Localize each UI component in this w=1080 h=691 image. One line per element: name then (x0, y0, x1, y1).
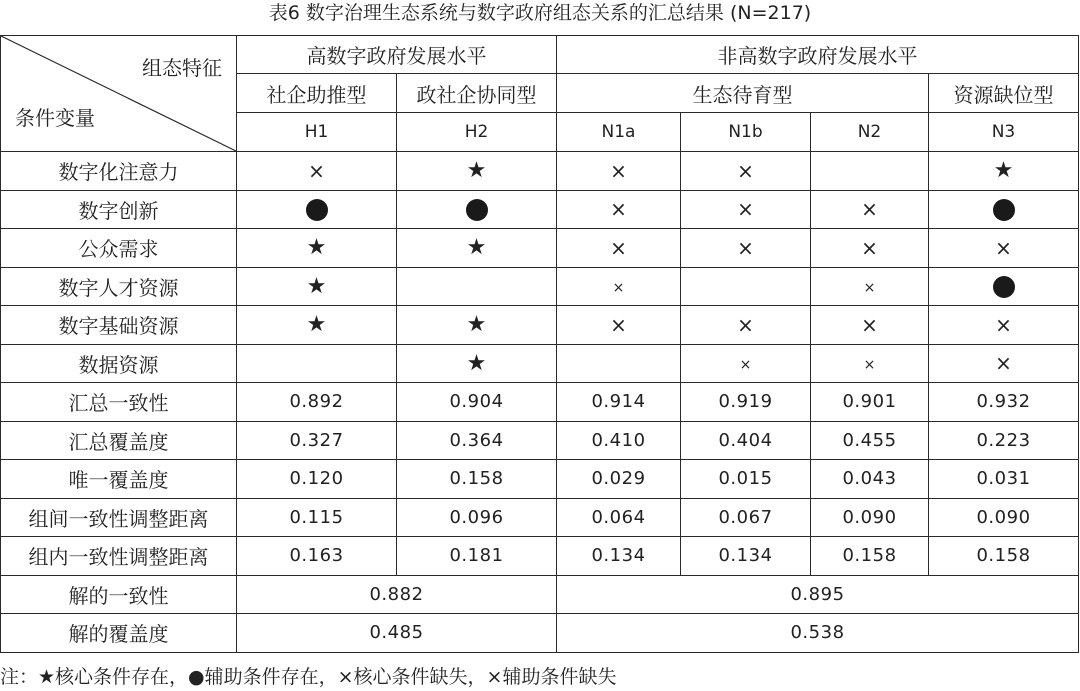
core-absent-cross-icon: × (610, 235, 627, 260)
config-code-header: H1 (237, 113, 397, 152)
aux-absent-cross-icon: × (739, 357, 752, 374)
condition-cell (811, 344, 929, 383)
statistic-value: 0.223 (929, 421, 1079, 460)
condition-cell (681, 190, 811, 229)
condition-row (1, 229, 1079, 268)
statistic-value: 0.134 (557, 537, 681, 576)
statistic-value: 0.115 (237, 498, 397, 537)
table-caption: 表6 数字治理生态系统与数字政府组态关系的汇总结果 (N=217) (268, 2, 812, 24)
condition-cell (681, 344, 811, 383)
statistic-value: 0.455 (811, 421, 929, 460)
condition-cell (237, 190, 397, 229)
statistic-value: 0.327 (237, 421, 397, 460)
solution-row (1, 575, 1079, 614)
statistic-value: 0.892 (237, 383, 397, 422)
condition-cell (929, 344, 1079, 383)
core-absent-cross-icon: × (861, 235, 878, 260)
statistic-value: 0.031 (929, 460, 1079, 499)
condition-row (1, 344, 1079, 383)
condition-cell (929, 306, 1079, 345)
condition-cell (397, 152, 557, 191)
core-absent-cross-icon: × (610, 312, 627, 337)
statistic-value: 0.134 (681, 537, 811, 576)
core-absent-cross-icon: × (737, 235, 754, 260)
condition-row (1, 190, 1079, 229)
solution-value-nonhigh: 0.895 (557, 575, 1079, 614)
row-label: 组间一致性调整距离 (1, 498, 237, 537)
statistic-value: 0.067 (681, 498, 811, 537)
core-absent-cross-icon: × (995, 235, 1012, 260)
condition-cell (811, 229, 929, 268)
config-code-header: N1a (557, 113, 681, 152)
condition-cell (929, 267, 1079, 306)
statistic-value: 0.410 (557, 421, 681, 460)
type-header: 资源缺位型 (929, 74, 1079, 113)
condition-cell (557, 306, 681, 345)
corner-label-configuration: 组态特征 (142, 56, 222, 80)
statistic-value: 0.404 (681, 421, 811, 460)
table-footnote: 注：★核心条件存在，●辅助条件存在，×核心条件缺失，×辅助条件缺失 (0, 666, 617, 688)
row-label: 数字基础资源 (1, 306, 237, 345)
condition-cell (397, 306, 557, 345)
aux-present-circle-icon (993, 276, 1015, 298)
statistic-value: 0.090 (929, 498, 1079, 537)
aux-present-circle-icon (306, 199, 328, 221)
condition-cell (397, 344, 557, 383)
aux-absent-cross-icon: × (863, 357, 876, 374)
condition-cell (811, 190, 929, 229)
row-label: 汇总一致性 (1, 383, 237, 422)
statistic-value: 0.015 (681, 460, 811, 499)
statistic-row (1, 383, 1079, 422)
solution-row (1, 614, 1079, 653)
condition-cell (237, 229, 397, 268)
statistic-value: 0.064 (557, 498, 681, 537)
condition-cell (397, 267, 557, 306)
statistic-value: 0.914 (557, 383, 681, 422)
statistic-value: 0.932 (929, 383, 1079, 422)
statistic-row (1, 537, 1079, 576)
statistic-value: 0.096 (397, 498, 557, 537)
statistic-value: 0.919 (681, 383, 811, 422)
core-absent-cross-icon: × (861, 312, 878, 337)
core-present-star-icon: ★ (466, 235, 487, 261)
corner-label-conditions: 条件变量 (15, 106, 95, 130)
row-label: 解的覆盖度 (1, 614, 237, 653)
condition-cell (681, 152, 811, 191)
statistic-value: 0.904 (397, 383, 557, 422)
condition-cell (681, 267, 811, 306)
condition-cell (237, 267, 397, 306)
statistic-value: 0.181 (397, 537, 557, 576)
statistic-value: 0.090 (811, 498, 929, 537)
core-absent-cross-icon: × (308, 158, 325, 183)
condition-cell (557, 190, 681, 229)
configuration-table (0, 35, 1079, 653)
statistic-row (1, 498, 1079, 537)
solution-value-nonhigh: 0.538 (557, 614, 1079, 653)
condition-row (1, 306, 1079, 345)
type-header: 生态待育型 (557, 74, 929, 113)
row-label: 公众需求 (1, 229, 237, 268)
condition-cell (811, 152, 929, 191)
row-label: 数字人才资源 (1, 267, 237, 306)
core-present-star-icon: ★ (306, 273, 327, 299)
solution-value-high: 0.485 (237, 614, 557, 653)
row-label: 汇总覆盖度 (1, 421, 237, 460)
row-label: 解的一致性 (1, 575, 237, 614)
statistic-value: 0.158 (397, 460, 557, 499)
aux-absent-cross-icon: × (863, 280, 876, 297)
row-label: 数字创新 (1, 190, 237, 229)
core-absent-cross-icon: × (861, 197, 878, 222)
config-code-header: N1b (681, 113, 811, 152)
statistic-value: 0.364 (397, 421, 557, 460)
condition-row (1, 267, 1079, 306)
core-absent-cross-icon: × (995, 312, 1012, 337)
condition-cell (237, 306, 397, 345)
core-absent-cross-icon: × (610, 197, 627, 222)
condition-cell (929, 190, 1079, 229)
condition-cell (557, 267, 681, 306)
condition-cell (557, 152, 681, 191)
group-header-nonhigh: 非高数字政府发展水平 (557, 36, 1079, 74)
condition-cell (237, 344, 397, 383)
aux-absent-cross-icon: × (612, 280, 625, 297)
aux-present-circle-icon (993, 199, 1015, 221)
core-present-star-icon: ★ (466, 312, 487, 338)
group-header-high: 高数字政府发展水平 (237, 36, 557, 74)
core-present-star-icon: ★ (466, 350, 487, 376)
condition-row (1, 152, 1079, 191)
condition-cell (811, 267, 929, 306)
condition-cell (929, 229, 1079, 268)
condition-cell (681, 306, 811, 345)
core-absent-cross-icon: × (737, 197, 754, 222)
row-label: 数字化注意力 (1, 152, 237, 191)
config-code-header: H2 (397, 113, 557, 152)
core-present-star-icon: ★ (466, 158, 487, 184)
row-label: 组内一致性调整距离 (1, 537, 237, 576)
config-code-header: N3 (929, 113, 1079, 152)
statistic-value: 0.029 (557, 460, 681, 499)
core-absent-cross-icon: × (737, 312, 754, 337)
statistic-value: 0.163 (237, 537, 397, 576)
config-code-header: N2 (811, 113, 929, 152)
condition-cell (557, 229, 681, 268)
statistic-value: 0.158 (929, 537, 1079, 576)
core-present-star-icon: ★ (993, 158, 1014, 184)
condition-cell (929, 152, 1079, 191)
condition-cell (397, 190, 557, 229)
core-present-star-icon: ★ (306, 312, 327, 338)
condition-cell (557, 344, 681, 383)
type-header: 社企助推型 (237, 74, 397, 113)
solution-value-high: 0.882 (237, 575, 557, 614)
row-label: 唯一覆盖度 (1, 460, 237, 499)
condition-cell (681, 229, 811, 268)
core-absent-cross-icon: × (995, 351, 1012, 376)
aux-present-circle-icon (466, 199, 488, 221)
statistic-value: 0.043 (811, 460, 929, 499)
type-header: 政社企协同型 (397, 74, 557, 113)
core-absent-cross-icon: × (737, 158, 754, 183)
statistic-row (1, 460, 1079, 499)
statistic-value: 0.158 (811, 537, 929, 576)
condition-cell (237, 152, 397, 191)
statistic-value: 0.901 (811, 383, 929, 422)
row-label: 数据资源 (1, 344, 237, 383)
condition-cell (397, 229, 557, 268)
statistic-row (1, 421, 1079, 460)
condition-cell (811, 306, 929, 345)
core-absent-cross-icon: × (610, 158, 627, 183)
table-corner-header (1, 36, 237, 152)
core-present-star-icon: ★ (306, 235, 327, 261)
statistic-value: 0.120 (237, 460, 397, 499)
